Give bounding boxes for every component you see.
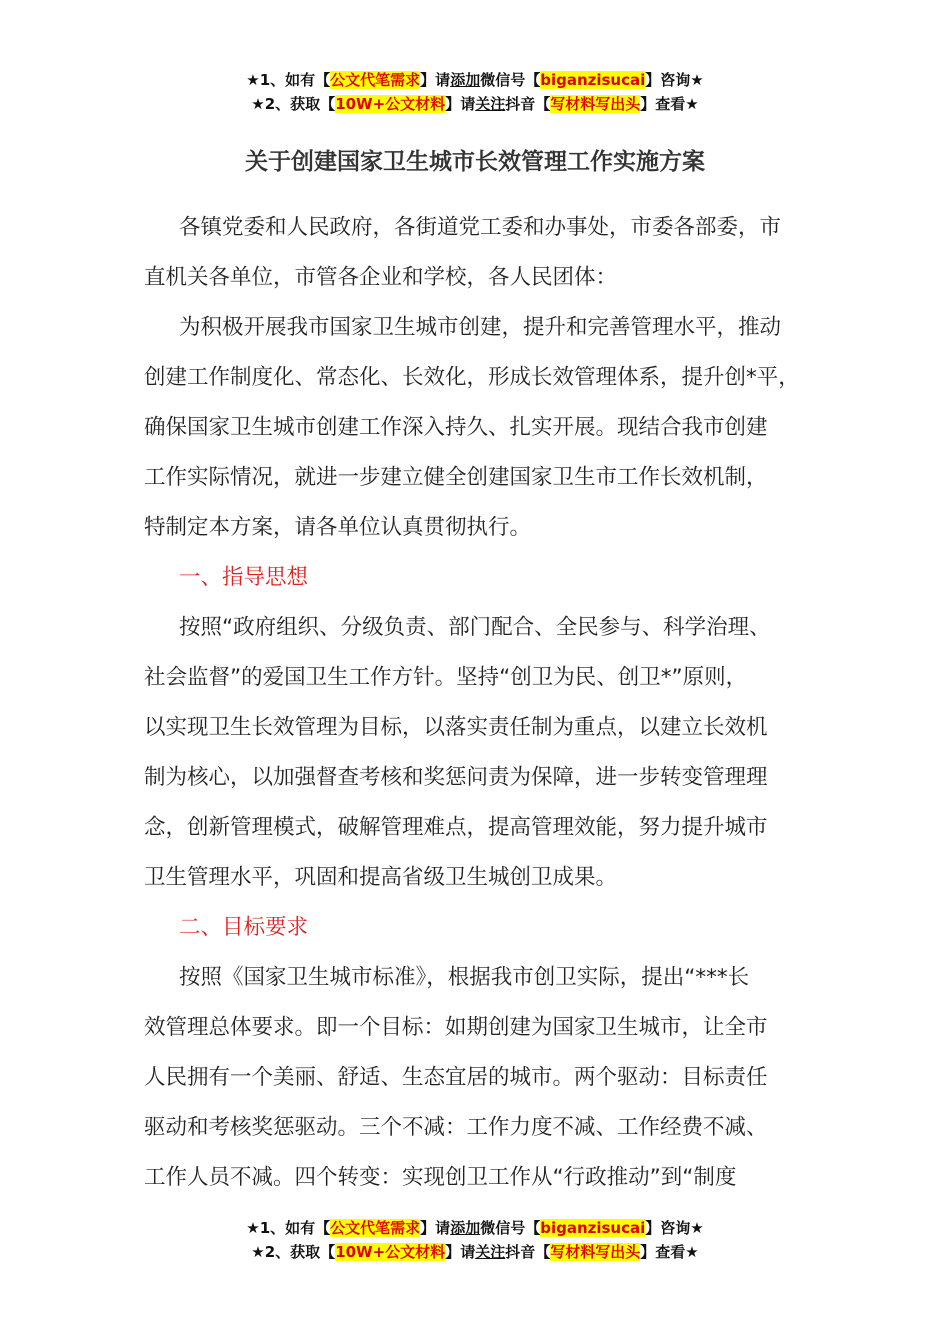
- promo-banner-top: [0, 68, 950, 116]
- section-heading: 二、目标要求: [179, 915, 309, 940]
- paragraph-line: 工作实际情况，就进一步建立健全创建国家卫生市工作长效机制，: [144, 465, 768, 490]
- promo-underlined: 添加: [450, 1219, 481, 1237]
- promo-text: 】请: [420, 1219, 451, 1237]
- promo-text: 抖音【: [505, 1243, 551, 1261]
- paragraph-line: 按照“政府组织、分级负责、部门配合、全民参与、科学治理、: [179, 615, 771, 640]
- promo-banner-bottom: [0, 1216, 950, 1264]
- promo-highlight: 10W+公文材料: [335, 1243, 446, 1261]
- promo-text: 】查看★: [640, 1243, 699, 1261]
- paragraph-line: 卫生管理水平，巩固和提高省级卫生城创卫成果。: [144, 865, 618, 890]
- paragraph-line: 制为核心，以加强督查考核和奖惩问责为保障，进一步转变管理理: [144, 765, 768, 790]
- promo-text: 抖音【: [505, 95, 551, 113]
- paragraph-line: 驱动和考核奖惩驱动。三个不减：工作力度不减、工作经费不减、: [144, 1115, 768, 1140]
- promo-text: ★1、如有【: [246, 71, 331, 89]
- promo-text: 】咨询★: [645, 71, 704, 89]
- promo-text: 】查看★: [640, 95, 699, 113]
- document-body: [144, 203, 804, 1203]
- promo-highlight: biganzisucai: [540, 71, 646, 89]
- paragraph-line: 社会监督”的爱国卫生工作方针。坚持“创卫为民、创卫*”原则，: [144, 665, 748, 690]
- paragraph-line: 确保国家卫生城市创建工作深入持久、扎实开展。现结合我市创建: [144, 415, 768, 440]
- promo-text: 】请: [445, 95, 476, 113]
- promo-highlight: 10W+公文材料: [335, 95, 446, 113]
- paragraph-line: 工作人员不减。四个转变：实现创卫工作从“行政推动”到“制度: [144, 1165, 737, 1190]
- promo-text: 微信号【: [480, 1219, 541, 1237]
- section-heading: 一、指导思想: [179, 565, 309, 590]
- promo-text: ★2、获取【: [251, 95, 336, 113]
- promo-highlight: 公文代笔需求: [330, 71, 421, 89]
- promo-text: 】请: [445, 1243, 476, 1261]
- paragraph-line: 按照《国家卫生城市标准》，根据我市创卫实际，提出“***长: [179, 965, 750, 990]
- promo-text: 微信号【: [480, 71, 541, 89]
- promo-line-1: [0, 68, 950, 92]
- document-title: 关于创建国家卫生城市长效管理工作实施方案: [245, 149, 705, 175]
- promo-underlined: 关注: [475, 1243, 506, 1261]
- promo-line-2: [0, 92, 950, 116]
- promo-text: 】咨询★: [645, 1219, 704, 1237]
- paragraph-line: 创建工作制度化、常态化、长效化，形成长效管理体系，提升创*平，: [144, 365, 800, 390]
- promo-line-2: [0, 1240, 950, 1264]
- promo-highlight: biganzisucai: [540, 1219, 646, 1237]
- promo-line-1: [0, 1216, 950, 1240]
- paragraph-line: 为积极开展我市国家卫生城市创建，提升和完善管理水平，推动: [179, 315, 782, 340]
- paragraph-line: 特制定本方案，请各单位认真贯彻执行。: [144, 515, 532, 540]
- promo-underlined: 关注: [475, 95, 506, 113]
- promo-text: 】请: [420, 71, 451, 89]
- promo-highlight: 写材料写出头: [550, 1243, 641, 1261]
- paragraph-line: 以实现卫生长效管理为目标，以落实责任制为重点，以建立长效机: [144, 715, 768, 740]
- promo-underlined: 添加: [450, 71, 481, 89]
- paragraph-line: 效管理总体要求。即一个目标：如期创建为国家卫生城市，让全市: [144, 1015, 768, 1040]
- promo-highlight: 公文代笔需求: [330, 1219, 421, 1237]
- promo-text: ★2、获取【: [251, 1243, 336, 1261]
- promo-highlight: 写材料写出头: [550, 95, 641, 113]
- paragraph-line: 直机关各单位，市管各企业和学校，各人民团体：: [144, 265, 618, 290]
- paragraph-line: 各镇党委和人民政府，各街道党工委和办事处，市委各部委，市: [179, 215, 782, 240]
- promo-text: ★1、如有【: [246, 1219, 331, 1237]
- paragraph-line: 人民拥有一个美丽、舒适、生态宜居的城市。两个驱动：目标责任: [144, 1065, 768, 1090]
- paragraph-line: 念，创新管理模式，破解管理难点，提高管理效能，努力提升城市: [144, 815, 768, 840]
